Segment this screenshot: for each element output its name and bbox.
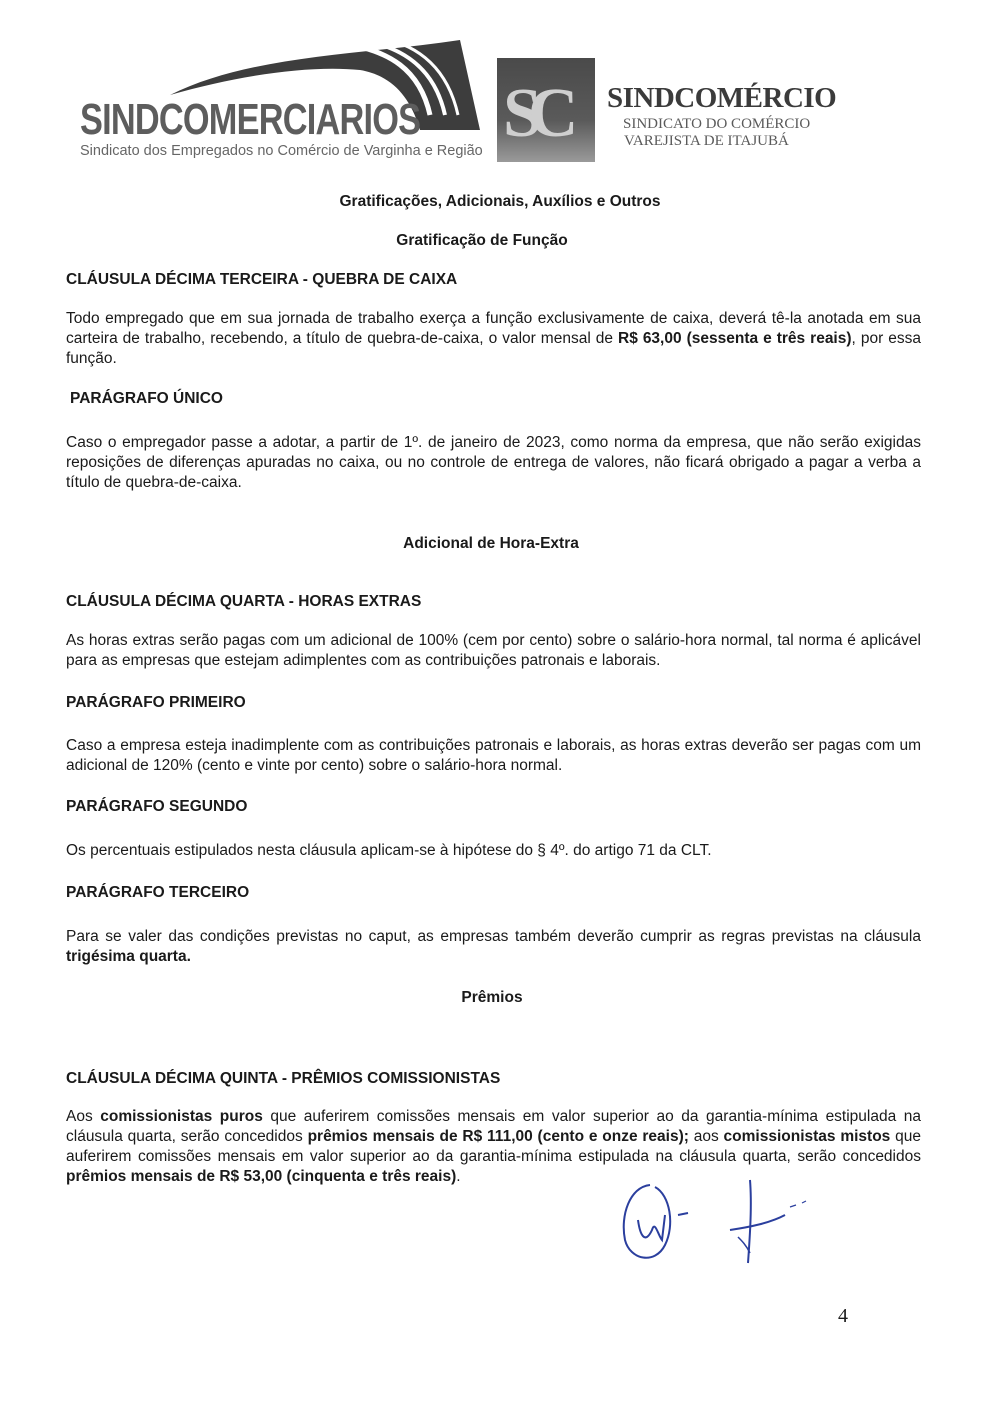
sc-logo-letters: SC — [503, 75, 565, 152]
clause-14-paragraph-3-text: Para se valer das condições previstas no caput, as empresas também deverão cumprir as regras previstas na cláusula trigésima quarta. — [66, 928, 921, 965]
subsection-hora-extra: Adicional de Hora-Extra — [403, 535, 579, 552]
sindcomerciarios-logo — [60, 35, 483, 165]
handwritten-signature-icon — [610, 1175, 830, 1275]
clause-14-paragraph-2-text: Os percentuais estipulados nesta cláusula aplicam-se à hipótese do § 4º. do artigo 71 da CLT. — [66, 842, 712, 859]
section-title: Gratificações, Adicionais, Auxílios e Outros — [339, 193, 661, 210]
clause-13-paragraph-text: Caso o empregador passe a adotar, a partir de 1º. de janeiro de 2023, como norma da empresa, que não serão exigidas reposições de diferenças apuradas no caixa, ou no controle de entrega de valores, não ficará obrigado a pagar a verba a título de quebra-de-caixa. — [66, 434, 921, 491]
right-logo-line3: VAREJISTA DE ITAJUBÁ — [624, 133, 789, 149]
clause-15-text: Aos comissionistas puros que auferirem comissões mensais em valor superior ao da garantia-mínima estipulada na cláusula quarta, serão concedidos prêmios mensais de R$ 111,00 (cento e onze reais); aos comissionistas mistos que auferirem comissões mensais em valor superior ao da garantia-mínima estipulada na cláusula quarta, serão concedidos prêmios mensais de R$ 53,00 (cinquenta e três reais). — [66, 1108, 922, 1185]
right-logo-title: SINDCOMÉRCIO — [607, 82, 837, 114]
clause-14-paragraph-1-title: PARÁGRAFO PRIMEIRO — [66, 694, 246, 711]
clause-13-text: Todo empregado que em sua jornada de trabalho exerça a função exclusivamente de caixa, deverá tê-la anotada em sua carteira de trabalho, recebendo, a título de quebra-de-caixa, o valor mensal de R$ 63,00 (sessenta e três reais), por essa função. — [66, 310, 921, 367]
left-logo-subtitle: Sindicato dos Empregados no Comércio de Varginha e Região — [80, 143, 483, 159]
sindcomercio-logo — [497, 58, 957, 168]
right-logo-line2: SINDICATO DO COMÉRCIO — [623, 116, 811, 132]
clause-14-paragraph-2-title: PARÁGRAFO SEGUNDO — [66, 798, 248, 815]
clause-14-paragraph-1-text: Caso a empresa esteja inadimplente com as contribuições patronais e laborais, as horas extras deverão ser pagas com um adicional de 120% (cento e vinte por cento) sobre o salário-hora normal. — [66, 737, 921, 774]
subsection-premios: Prêmios — [461, 989, 523, 1006]
subsection-gratificacao: Gratificação de Função — [396, 232, 568, 249]
clause-14-text: As horas extras serão pagas com um adicional de 100% (cem por cento) sobre o salário-hora normal, tal norma é aplicável para as empresas que estejam adimplentes com as contribuições patronais e laborais. — [66, 632, 921, 669]
clause-14-title: CLÁUSULA DÉCIMA QUARTA - HORAS EXTRAS — [66, 593, 422, 610]
clause-14-paragraph-3-title: PARÁGRAFO TERCEIRO — [66, 884, 250, 901]
page-number: 4 — [838, 1305, 848, 1327]
left-logo-name: SINDCOMERCIARIOS — [80, 95, 421, 144]
clause-13-title: CLÁUSULA DÉCIMA TERCEIRA - QUEBRA DE CAIXA — [66, 271, 458, 288]
sc-logo-icon — [497, 58, 595, 162]
clause-13-paragraph-title: PARÁGRAFO ÚNICO — [70, 390, 223, 407]
clause-15-title: CLÁUSULA DÉCIMA QUINTA - PRÊMIOS COMISSIONISTAS — [66, 1070, 501, 1087]
